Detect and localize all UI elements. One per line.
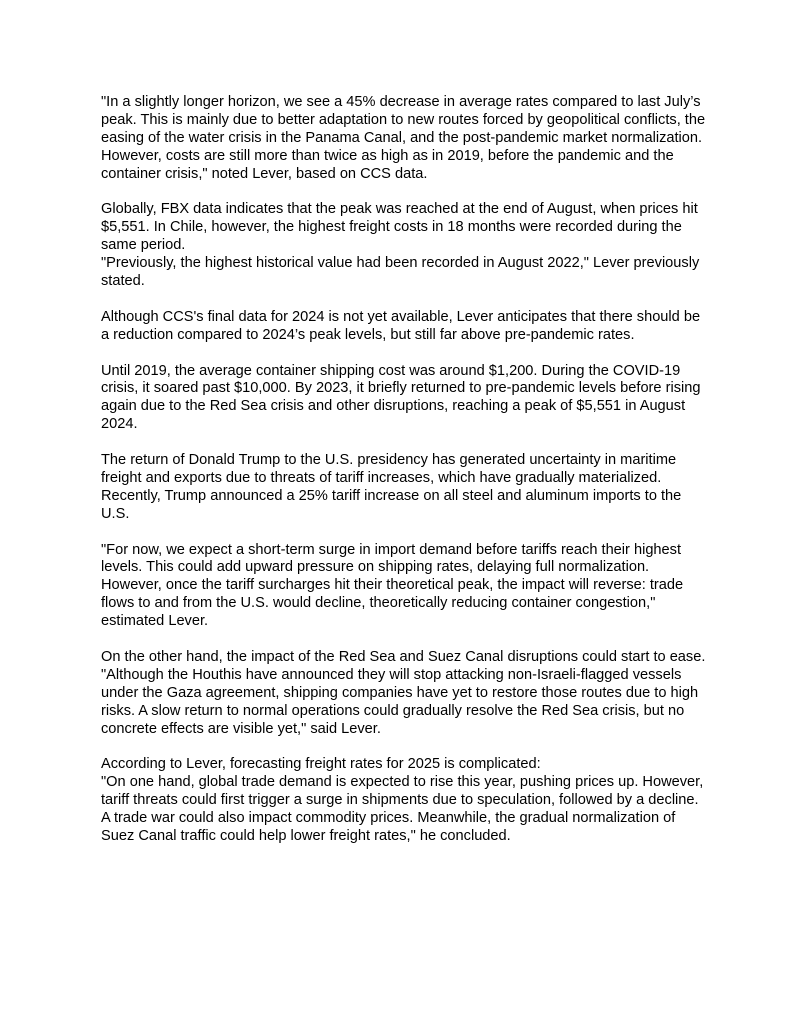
- paragraph-11: "On one hand, global trade demand is expected to rise this year, pushing prices up. However, tariff threats could first trigger a surge in shipments due to speculation, followed by a decline. A trade war could also impact commodity prices. Meanwhile, the gradual normalization of Suez Canal traffic could help lower freight rates," he concluded.: [101, 774, 704, 845]
- paragraph-6: The return of Donald Trump to the U.S. presidency has generated uncertainty in maritime freight and exports due to threats of tariff increases, which have gradually materialized. Recently, Trump announced a 25% tariff increase on all steel and aluminum imports to the U.S.: [101, 452, 682, 522]
- paragraph-9: "Although the Houthis have announced they will stop attacking non-Israeli-flagged vessels under the Gaza agreement, shipping companies have yet to restore those routes due to high risks. A slow return to normal operations could gradually resolve the Red Sea crisis, but no concrete effects are visible yet," said Lever.: [101, 666, 699, 737]
- paragraph-10: According to Lever, forecasting freight rates for 2025 is complicated:: [101, 756, 541, 773]
- paragraph-8: On the other hand, the impact of the Red Sea and Suez Canal disruptions could start to ease.: [101, 649, 706, 665]
- paragraph-5: Until 2019, the average container shipping cost was around $1,200. During the COVID-19 crisis, it soared past $10,000. By 2023, it briefly returned to pre-pandemic levels before rising again due to the Red Sea crisis and other disruptions, reaching a peak of $5,551 in August 2024.: [101, 362, 701, 433]
- document-body: [101, 94, 707, 846]
- paragraph-7: "For now, we expect a short-term surge in import demand before tariffs reach their highest levels. This could add upward pressure on shipping rates, delaying full normalization. However, once the tariff surcharges hit their theoretical peak, the impact will reverse: trade flows to and from the U.S. would decline, theoretically reducing container congestion," estimated Lever.: [101, 541, 684, 630]
- paragraph-4: Although CCS's final data for 2024 is not yet available, Lever anticipates that there should be a reduction compared to 2024’s peak levels, but still far above pre-pandemic rates.: [101, 308, 701, 343]
- paragraph-1: "In a slightly longer horizon, we see a 45% decrease in average rates compared to last July’s peak. This is mainly due to better adaptation to new routes forced by geopolitical conflicts, the easing of the water crisis in the Panama Canal, and the post-pandemic market normalization. However, costs are still more than twice as high as in 2019, before the pandemic and the container crisis," noted Lever, based on CCS data.: [101, 94, 706, 182]
- paragraph-3: "Previously, the highest historical value had been recorded in August 2022," Lever previously stated.: [101, 255, 700, 290]
- paragraph-2: Globally, FBX data indicates that the peak was reached at the end of August, when prices hit $5,551. In Chile, however, the highest freight costs in 18 months were recorded during the same period.: [101, 201, 698, 254]
